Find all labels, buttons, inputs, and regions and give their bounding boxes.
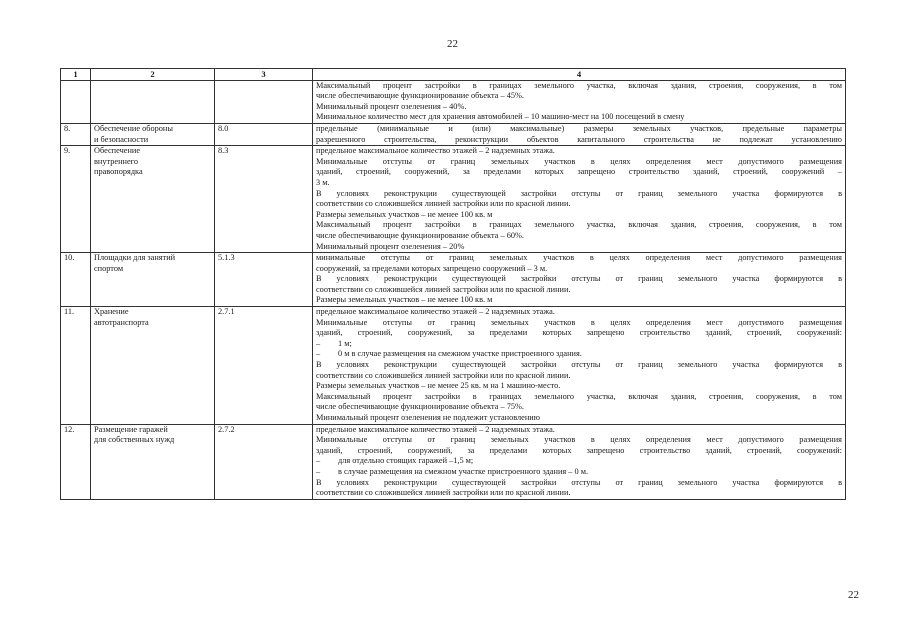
use-type-cell <box>91 307 215 425</box>
use-code-cell: 8.3 <box>215 146 313 253</box>
parameter-line: В условиях реконструкции существующей застройки отступы от границ земельного участка формируются в <box>316 274 842 284</box>
table-row <box>61 123 846 145</box>
parameter-line: 3 м. <box>316 177 330 187</box>
use-type-name-line: Размещение гаражей <box>94 424 168 434</box>
table-row <box>61 146 846 253</box>
table-header-row <box>61 69 846 81</box>
parameter-line: Минимальный процент озеленения – 20% <box>316 241 465 251</box>
parameter-line: предельное максимальное количество этажей – 2 надземных этажа. <box>316 307 555 317</box>
use-type-cell <box>91 424 215 499</box>
parameter-line: Минимальные отступы от границ земельных участков в целях определения мест допустимого размещения <box>316 317 842 327</box>
page-number-top: 22 <box>447 38 458 50</box>
use-type-cell <box>91 146 215 253</box>
parameter-line: Минимальный процент озеленения – 40%. <box>316 101 467 111</box>
use-type-name-line: автотранспорта <box>94 317 149 327</box>
parameter-line: соответствии со сложившейся линией застройки или по красной линии. <box>316 488 571 498</box>
row-number-cell: 9. <box>61 146 91 253</box>
parameter-line: Минимальные отступы от границ земельных участков в целях определения мест допустимого размещения <box>316 435 842 445</box>
parameters-cell <box>313 307 846 425</box>
use-type-name-line: правопорядка <box>94 167 143 177</box>
row-number-cell: 10. <box>61 253 91 307</box>
parameter-line: предельное максимальное количество этажей – 2 надземных этажа. <box>316 424 555 434</box>
bullet-dash: – <box>316 349 321 359</box>
parameter-line: Максимальный процент застройки в границах земельного участка, включая здания, строения, сооружения, в том <box>316 80 842 90</box>
row-number-cell: 8. <box>61 123 91 145</box>
use-code-cell: 5.1.3 <box>215 253 313 307</box>
parameter-line: сооружений, за пределами которых запрещено сооружений – 3 м. <box>316 263 548 273</box>
table-row <box>61 80 846 123</box>
use-type-name-line: спортом <box>94 263 124 273</box>
parameter-line: соответствии со сложившейся линией застройки или по красной линии. <box>316 199 571 209</box>
parameters-cell <box>313 146 846 253</box>
use-code-cell: 2.7.2 <box>215 424 313 499</box>
column-header: 1 <box>61 69 91 81</box>
use-type-name-line: Обеспечение <box>94 146 141 156</box>
parameter-line: В условиях реконструкции существующей застройки отступы от границ земельного участка формируются в <box>316 477 842 487</box>
bullet-dash: – <box>316 466 321 476</box>
bullet-item <box>316 456 842 467</box>
bullet-text: 1 м; <box>338 338 352 348</box>
row-number-cell: 11. <box>61 307 91 425</box>
table-row <box>61 307 846 425</box>
table-row <box>61 424 846 499</box>
use-type-cell <box>91 253 215 307</box>
table-row <box>61 253 846 307</box>
use-type-name-line: для собственных нужд <box>94 435 175 445</box>
use-type-name-line: Площадки для занятий <box>94 253 176 263</box>
column-header: 2 <box>91 69 215 81</box>
page-number-bottom: 22 <box>848 589 859 601</box>
parameter-line: соответствии со сложившейся линией застройки или по красной линии. <box>316 370 571 380</box>
row-number-cell <box>61 80 91 123</box>
bullet-dash: – <box>316 338 321 348</box>
bullet-text: в случае размещения на смежном участке пристроенного здания – 0 м. <box>338 466 589 476</box>
use-code-cell: 2.7.1 <box>215 307 313 425</box>
parameter-line: соответствии со сложившейся линией застройки или по красной линии. <box>316 284 571 294</box>
use-type-name-line: внутреннего <box>94 156 138 166</box>
parameters-cell <box>313 253 846 307</box>
parameter-line: Минимальный процент озеленения не подлежит установлению <box>316 413 540 422</box>
parameter-line: зданий, строений, сооружений, за пределами которых запрещено строительство зданий, строений, сооружений – <box>316 167 842 177</box>
parameter-line: числе обеспечивающие функционирование объекта – 45%. <box>316 91 524 101</box>
parameter-line: Размеры земельных участков – не менее 100 кв. м <box>316 295 493 305</box>
column-header: 4 <box>313 69 846 81</box>
use-code-cell: 8.0 <box>215 123 313 145</box>
use-type-name-line: и безопасности <box>94 134 149 144</box>
column-header: 3 <box>215 69 313 81</box>
use-type-name-line: Хранение <box>94 307 129 317</box>
parameter-line: Максимальный процент застройки в границах земельного участка, включая здания, строения, сооружения, в том <box>316 220 842 230</box>
bullet-text: 0 м в случае размещения на смежном участке пристроенного здания. <box>338 349 582 359</box>
parameters-cell <box>313 80 846 123</box>
parameter-line: Максимальный процент застройки в границах земельного участка, включая здания, строения, сооружения, в том <box>316 391 842 401</box>
parameter-line: минимальные отступы от границ земельных участков в целях определения мест допустимого размещения <box>316 253 842 263</box>
bullet-dash: – <box>316 456 321 466</box>
bullet-item <box>316 467 842 478</box>
parameter-line: зданий, строений, сооружений, за пределами которых запрещено строительство зданий, строений, сооружений: <box>316 445 842 455</box>
table-body <box>61 80 846 499</box>
parameter-line: разрешенного строительства, реконструкции объектов капитального строительства не подлежат установлению <box>316 134 842 144</box>
bullet-item <box>316 349 842 360</box>
parameter-line: В условиях реконструкции существующей застройки отступы от границ земельного участка формируются в <box>316 188 842 198</box>
use-type-cell <box>91 80 215 123</box>
parameter-line: Размеры земельных участков – не менее 100 кв. м <box>316 209 493 219</box>
use-type-name-line: Обеспечение обороны <box>94 123 173 133</box>
use-type-cell <box>91 123 215 145</box>
use-code-cell <box>215 80 313 123</box>
parameter-line: В условиях реконструкции существующей застройки отступы от границ земельного участка формируются в <box>316 360 842 370</box>
parameter-line: числе обеспечивающие функционирование объекта – 60%. <box>316 230 524 240</box>
parameter-line: Размеры земельных участков – не менее 25 кв. м на 1 машино-место. <box>316 381 561 391</box>
parameter-line: зданий, строений, сооружений, за пределами которых запрещено строительство зданий, строений, сооружений: <box>316 328 842 338</box>
parameter-line: Минимальное количество мест для хранения автомобилей – 10 машино-мест на 100 посещений в смену <box>316 112 685 122</box>
parameter-line: предельные (минимальные и (или) максимальные) размеры земельных участков, предельные параметры <box>316 123 842 133</box>
parameters-cell <box>313 123 846 145</box>
parameter-line: числе обеспечивающие функционирование объекта – 75%. <box>316 402 524 412</box>
parameter-line: предельное максимальное количество этажей – 2 надземных этажа. <box>316 146 555 156</box>
regulations-table <box>60 68 846 500</box>
parameters-cell <box>313 424 846 499</box>
bullet-item <box>316 339 842 350</box>
bullet-text: для отдельно стоящих гаражей –1,5 м; <box>338 456 474 466</box>
row-number-cell: 12. <box>61 424 91 499</box>
parameter-line: Минимальные отступы от границ земельных участков в целях определения мест допустимого размещения <box>316 156 842 166</box>
